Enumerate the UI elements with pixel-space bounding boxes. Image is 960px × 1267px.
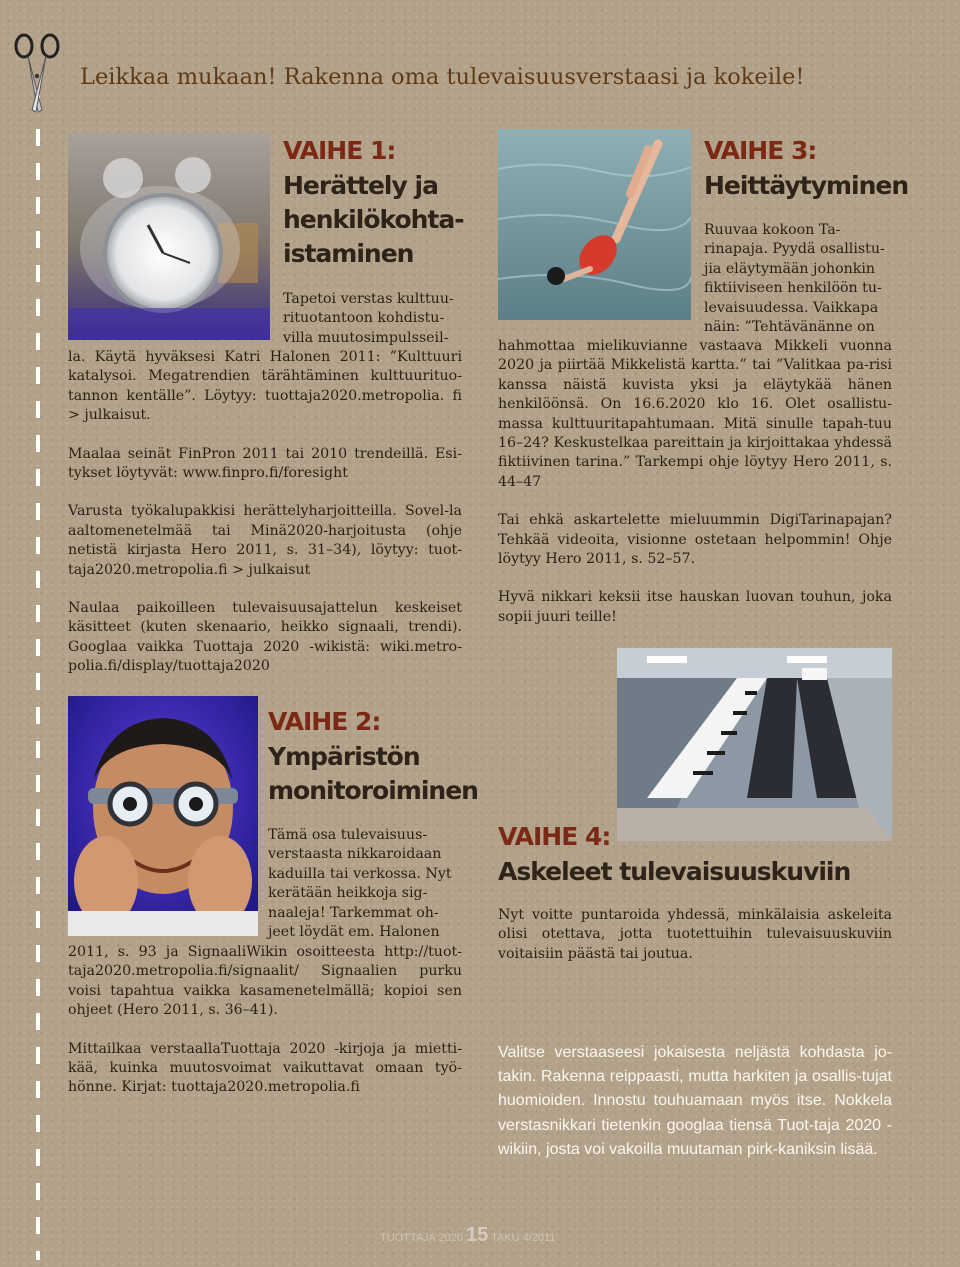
diver-photo [498,129,691,320]
phase1-title: Herättely ja henkilökohta- istaminen [283,171,464,268]
phase4-text: Nyt voitte puntaroida yhdessä, minkälaisia askeleita olisi otettava, jotta tuotettuihin tulevaisuuskuviin voitaisiin päästä tai joutua. [498,907,892,962]
phase3-intro-wrap: Ruuvaa kokoon Ta- rinapaja. Pyydä osallistu- jia eläytymään johonkin fiktiiviseen henkilöön tu- levaisuudessa. Vaikkapa näin: ”Tehtävänänne on [704,222,885,336]
piano-stairs-photo [617,648,892,841]
phase2-text: 2011, s. 93 ja SignaaliWikin osoitteesta http://tuot-taja2020.metropolia.fi/signaalit/ Signaalien purku voisi tapahtua vaikka kasamenetelmällä; kopioi sen ohjeet (Hero 2011, s. 36–41). Mittailkaa verstaallaTuottaja 2020 -kirjoja ja mietti-kää, kuinka muutosvoimat vaikuttavat omaan työ-hönne. Kirjat: tuottaja2020.metropolia.fi [68,944,462,1096]
man-with-goggles-photo [68,696,258,936]
phase1-number: VAIHE 1: [283,136,396,165]
phase4-title: Askeleet tulevaisuuskuviin [498,857,851,886]
phase3-number: VAIHE 3: [704,136,817,165]
page-number: 15 [466,1224,489,1246]
phase2-intro-wrap: Tämä osa tulevaisuus- verstaasta nikkaroidaan kaduilla tai verkossa. Nyt kerätään heikkoja sig- naaleja! Tarkemmat oh- jeet löydät em. Halonen [268,827,452,941]
page-footer [380,1224,580,1247]
footer-issue: TAKU 4/2011 [491,1232,556,1244]
phase3-title: Heittäytyminen [704,171,909,200]
cut-line [36,95,40,1260]
phase3-text: hahmottaa mielikuvianne vastaava Mikkeli vuonna 2020 ja piirtää Mikkelistä kartta.” tai ”Valitkaa pa-risi kanssa näistä kuvista yksi ja eläytykää hänen henkilöönsä. On 16.6.2020 klo 16. Olet osallistu-massa kulttuuritapahtumaan. Mitä sinulle tapah-tuu 16–24? Keskustelkaa pareittain ja kirjoittakaa yhdessä fiktiivinen tarina.” Tarkempi ohje löytyy Hero 2011, s. 44–47 Tai ehkä askartelette mieluummin DigiTarinapajan? Tehkää videoita, visionne ostetaan helpommin! Ohje löytyy Hero 2011, s. 52–57. Hyvä nikkari keksii itse hauskan luovan touhun, joka sopii juuri teille! [498,338,892,625]
closing-paragraph: Valitse verstaaseesi jokaisesta neljästä kohdasta jo-takin. Rakenna reippaasti, mutta harkiten ja osallis-tujat huomioiden. Innostu touhuamaan myös itse. Nokkela verstasnikkari tietenkin googlaa tiensä Tuot-taja 2020 -wikiin, josta voi vakoilla muutaman pirk-kaniksin lisää. [498,1044,892,1158]
scissors-icon [12,28,62,118]
alarm-clock-photo [68,133,270,340]
phase2-number: VAIHE 2: [268,707,381,736]
phase1-text: la. Käytä hyväksesi Katri Halonen 2011: ”Kulttuuri katalysoi. Megatrendien tärähtäminen kulttuurituo-tannon kentälle”. Löytyy: tuottaja2020.metropolia. fi > julkaisut. Maalaa seinät FinPron 2011 tai 2010 trendeillä. Esi-tykset löytyvät: www.finpro.fi/foresight Varusta työkalupakkisi herättelyharjoitteilla. Sovel-la aaltomenetelmää tai Minä2020-harjoitusta (ohje netistä kirjasta Hero 2011, s. 31–34), löytyy: tuot-taja2020.metropolia.fi > julkaisut Naulaa paikoilleen tulevaisuusajattelun keskeiset käsitteet (kuten skenaario, heikko signaali, trendi). Googlaa vaikka Tuottaja 2020 -wikistä: wiki.metro-polia.fi/display/tuottaja2020 [68,349,462,675]
phase4-number: VAIHE 4: [498,822,611,851]
phase1-intro-wrap: Tapetoi verstas kulttuu- rituotantoon kohdistu- villa muutosimpulsseil- [283,291,454,346]
footer-magazine: TUOTTAJA 2020 [380,1232,463,1244]
phase2-title: Ympäristön monitoroiminen [268,742,478,805]
page-headline: Leikkaa mukaan! Rakenna oma tulevaisuusverstaasi ja kokeile! [80,64,805,90]
